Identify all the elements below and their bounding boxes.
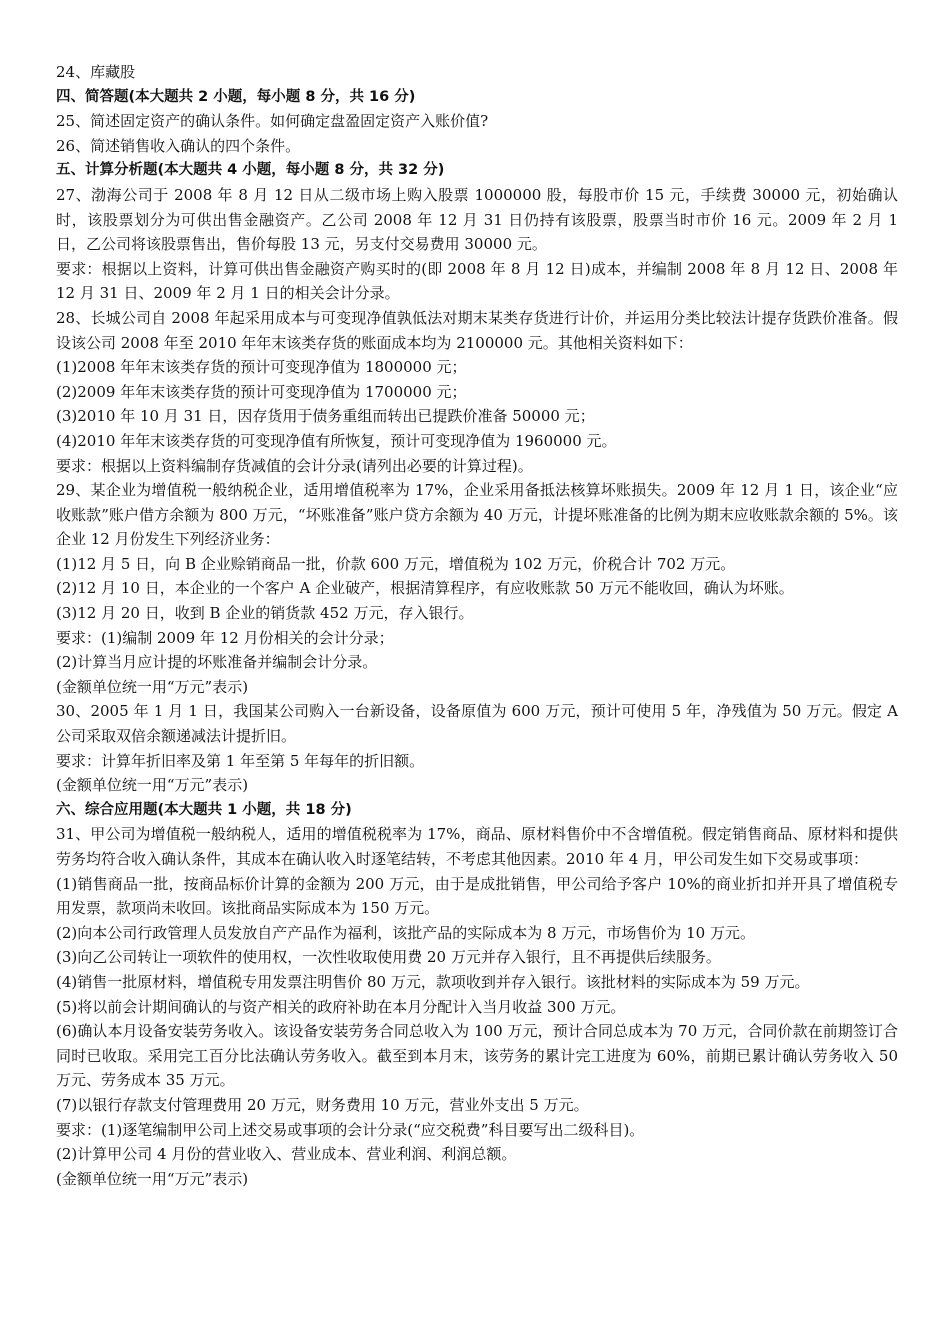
paragraph: (3)向乙公司转让一项软件的使用权，一次性收取使用费 20 万元并存入银行，且不再提供后续服务。 bbox=[56, 948, 721, 967]
paragraph: 25、简述固定资产的确认条件。如何确定盘盈固定资产入账价值? bbox=[56, 112, 489, 131]
paragraph: (2)2009 年年末该类存货的预计可变现净值为 1700000 元； bbox=[56, 382, 467, 401]
paragraph: (3)2010 年 10 月 31 日，因存货用于债务重组而转出已提跌价准备 50000 元； bbox=[56, 407, 595, 426]
paragraph: 30、2005 年 1 月 1 日，我国某公司购入一台新设备，设备原值为 600 万元，预计可使用 5 年，净残值为 50 万元。假定 A 公司采取双倍余额递减法计提折旧。 bbox=[56, 702, 898, 746]
paragraph: (2)计算甲公司 4 月份的营业收入、营业成本、营业利润、利润总额。 bbox=[56, 1145, 517, 1164]
paragraph: (4)销售一批原材料，增值税专用发票注明售价 80 万元，款项收到并存入银行。该批材料的实际成本为 59 万元。 bbox=[56, 972, 810, 991]
paragraph: 要求：(1)编制 2009 年 12 月份相关的会计分录； bbox=[56, 628, 394, 647]
paragraph: 要求：根据以上资料编制存货减值的会计分录(请列出必要的计算过程)。 bbox=[56, 456, 533, 475]
paragraph: (1)销售商品一批，按商品标价计算的金额为 200 万元，由于是成批销售，甲公司给予客户 10%的商业折扣并开具了增值税专用发票，款项尚未收回。该批商品实际成本为 150 万元。 bbox=[56, 874, 898, 918]
paragraph: (5)将以前会计期间确认的与资产相关的政府补助在本月分配计入当月收益 300 万元。 bbox=[56, 997, 626, 1016]
section-heading: 六、综合应用题(本大题共 1 小题，共 18 分) bbox=[56, 801, 352, 818]
paragraph: 24、库藏股 bbox=[56, 63, 136, 81]
paragraph: (2)12 月 10 日，本企业的一个客户 A 企业破产，根据清算程序，有应收账款 50 万元不能收回，确认为坏账。 bbox=[56, 579, 794, 598]
paragraph: (金额单位统一用“万元”表示) bbox=[56, 1169, 249, 1188]
paragraph: (2)计算当月应计提的坏账准备并编制会计分录。 bbox=[56, 653, 378, 672]
paragraph: 要求：计算年折旧率及第 1 年至第 5 年每年的折旧额。 bbox=[56, 751, 425, 770]
paragraph: (7)以银行存款支付管理费用 20 万元，财务费用 10 万元，营业外支出 5 万元。 bbox=[56, 1095, 589, 1114]
paragraph: (4)2010 年年末该类存货的可变现净值有所恢复，预计可变现净值为 1960000 元。 bbox=[56, 431, 617, 450]
paragraph: (2)向本公司行政管理人员发放自产产品作为福利，该批产品的实际成本为 8 万元，市场售价为 10 万元。 bbox=[56, 923, 755, 942]
paragraph: 29、某企业为增值税一般纳税企业，适用增值税率为 17%，企业采用备抵法核算坏账损失。2009 年 12 月 1 日，该企业“应收账款”账户借方余额为 800 万元，“坏账准备”账户贷方余额为 40 万元，计提坏账准备的比例为期末应收账款余额的 5%。该企业 12 月份发生下列经济业务： bbox=[56, 481, 898, 549]
paragraph: (6)确认本月设备安装劳务收入。该设备安装劳务合同总收入为 100 万元，预计合同总成本为 70 万元，合同价款在前期签订合同时已收取。采用完工百分比法确认劳务收入。截至到本月末，该劳务的累计完工进度为 60%，前期已累计确认劳务收入 50 万元、劳务成本 35 万元。 bbox=[56, 1022, 898, 1090]
paragraph: 要求：根据以上资料，计算可供出售金融资产购买时的(即 2008 年 8 月 12 日)成本，并编制 2008 年 8 月 12 日、2008 年 12 月 31 日、2009 年 2 月 1 日的相关会计分录。 bbox=[56, 259, 898, 303]
paragraph: (1)2008 年年末该类存货的预计可变现净值为 1800000 元； bbox=[56, 358, 467, 377]
paragraph: 27、渤海公司于 2008 年 8 月 12 日从二级市场上购入股票 1000000 股，每股市价 15 元，手续费 30000 元，初始确认时，该股票划分为可供出售金融资产。乙公司 2008 年 12 月 31 日仍持有该股票，股票当时市价 16 元。2009 年 2 月 1 日，乙公司将该股票售出，售价每股 13 元，另支付交易费用 30000 元。 bbox=[56, 185, 898, 254]
section-heading: 五、计算分析题(本大题共 4 小题，每小题 8 分，共 32 分) bbox=[56, 162, 445, 179]
document-page bbox=[56, 60, 898, 1191]
paragraph: 28、长城公司自 2008 年起采用成本与可变现净值孰低法对期末某类存货进行计价，并运用分类比较法计提存货跌价准备。假设该公司 2008 年至 2010 年年末该类存货的账面成本均为 2100000 元。其他相关资料如下： bbox=[56, 308, 898, 352]
paragraph: 要求：(1)逐笔编制甲公司上述交易或事项的会计分录(“应交税费”科目要写出二级科目)。 bbox=[56, 1120, 645, 1139]
paragraph: (3)12 月 20 日，收到 B 企业的销货款 452 万元，存入银行。 bbox=[56, 604, 474, 623]
section-heading: 四、简答题(本大题共 2 小题，每小题 8 分，共 16 分) bbox=[56, 88, 416, 105]
paragraph: 31、甲公司为增值税一般纳税人，适用的增值税税率为 17%，商品、原材料售价中不含增值税。假定销售商品、原材料和提供劳务均符合收入确认条件，其成本在确认收入时逐笔结转，不考虑其他因素。2010 年 4 月，甲公司发生如下交易或事项： bbox=[56, 825, 898, 868]
paragraph: 26、简述销售收入确认的四个条件。 bbox=[56, 136, 301, 155]
paragraph: (金额单位统一用“万元”表示) bbox=[56, 776, 249, 795]
paragraph: (1)12 月 5 日，向 B 企业赊销商品一批，价款 600 万元，增值税为 102 万元，价税合计 702 万元。 bbox=[56, 554, 736, 573]
paragraph: (金额单位统一用“万元”表示) bbox=[56, 677, 249, 696]
